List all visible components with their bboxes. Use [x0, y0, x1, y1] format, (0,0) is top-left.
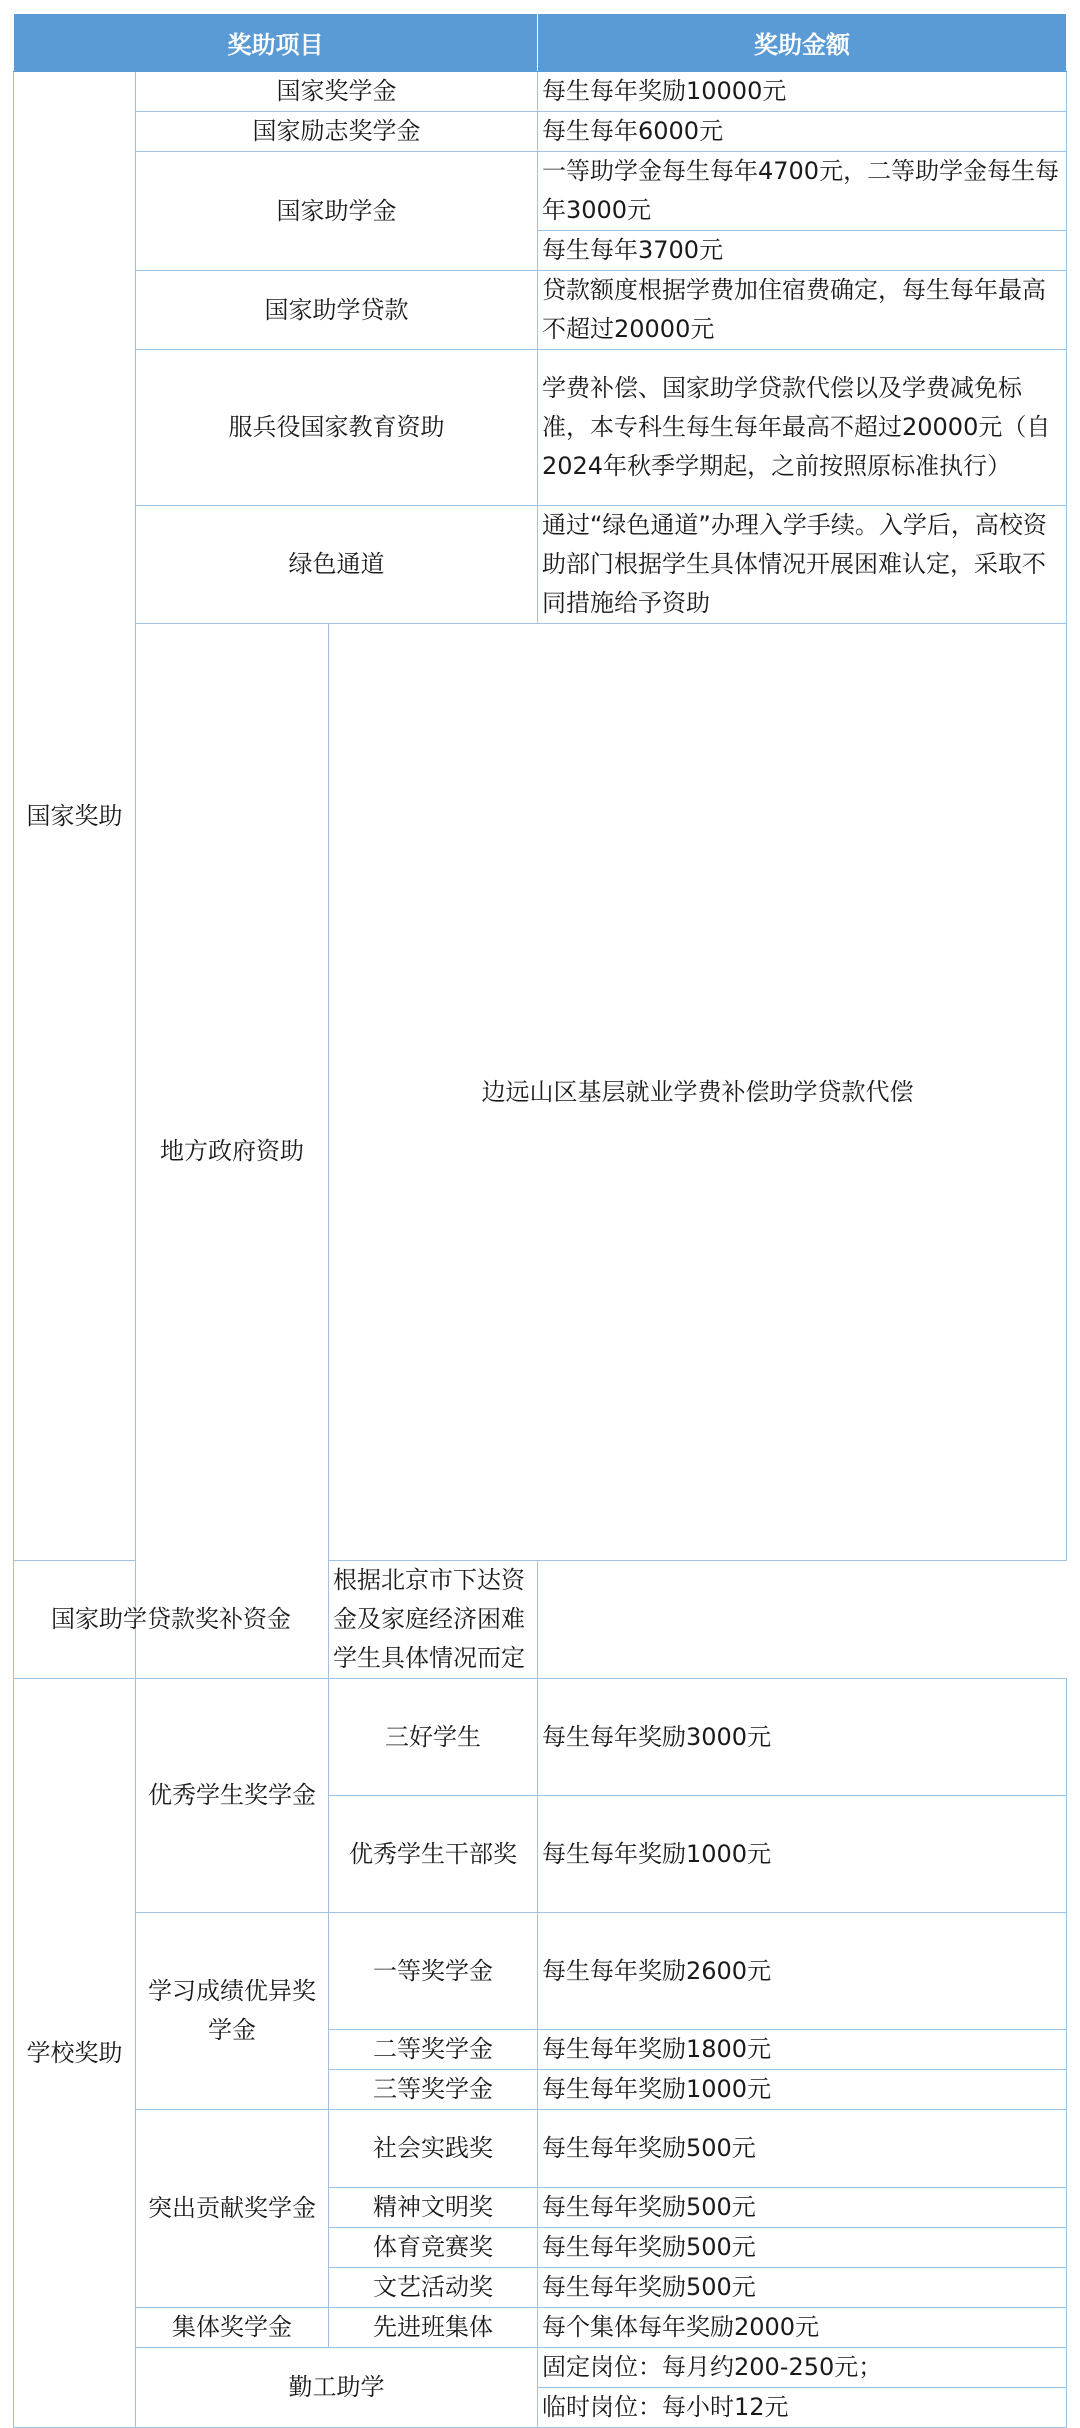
group-cell: 突出贡献奖学金: [136, 2110, 329, 2308]
table-row: [14, 350, 1067, 506]
table-row: [14, 2308, 1067, 2348]
table-row: [14, 624, 1067, 1561]
amount-cell: 每生每年奖励1000元: [538, 2070, 1067, 2110]
aid-table-container: [13, 13, 1066, 2428]
amount-cell: 固定岗位：每月约200-250元；: [538, 2348, 1067, 2388]
table-row: [14, 112, 1067, 152]
sub-item-cell: 文艺活动奖: [329, 2268, 538, 2308]
sub-item-cell: 社会实践奖: [329, 2110, 538, 2188]
sub-item-cell: 先进班集体: [329, 2308, 538, 2348]
header-item: 奖助项目: [14, 14, 538, 72]
category-school: 学校奖助: [14, 1679, 136, 2428]
amount-cell: 每生每年奖励10000元: [538, 72, 1067, 112]
item-cell: 服兵役国家教育资助: [136, 350, 538, 506]
table-row: [14, 1679, 1067, 1796]
amount-cell: 每生每年3700元: [538, 231, 1067, 271]
sub-item-cell: 优秀学生干部奖: [329, 1796, 538, 1913]
item-cell: 国家助学贷款: [136, 271, 538, 350]
amount-cell: 每生每年奖励500元: [538, 2228, 1067, 2268]
table-row: [14, 506, 1067, 624]
category-local: 地方政府资助: [136, 624, 329, 1679]
amount-cell: 临时岗位：每小时12元: [538, 2388, 1067, 2428]
header-row: [14, 14, 1067, 72]
item-cell: 绿色通道: [136, 506, 538, 624]
sub-item-cell: 一等奖学金: [329, 1913, 538, 2030]
sub-item-cell: 三好学生: [329, 1679, 538, 1796]
amount-cell: 每生每年奖励1000元: [538, 1796, 1067, 1913]
amount-cell: 每生每年奖励500元: [538, 2110, 1067, 2188]
item-cell: 勤工助学: [136, 2348, 538, 2428]
sub-item-cell: 精神文明奖: [329, 2188, 538, 2228]
amount-cell: 根据北京市下达资金及家庭经济困难学生具体情况而定: [329, 1561, 538, 1679]
item-cell: 国家励志奖学金: [136, 112, 538, 152]
table-row: [14, 1913, 1067, 2030]
group-cell: 优秀学生奖学金: [136, 1679, 329, 1913]
header-amount: 奖助金额: [538, 14, 1067, 72]
amount-cell: 学费补偿、国家助学贷款代偿以及学费减免标准，本专科生每生每年最高不超过20000元（自2024年秋季学期起，之前按照原标准执行）: [538, 350, 1067, 506]
table-row: [14, 2348, 1067, 2388]
sub-item-cell: 体育竞赛奖: [329, 2228, 538, 2268]
item-cell: 国家助学金: [136, 152, 538, 271]
table-row: [14, 152, 1067, 231]
amount-cell: 每生每年奖励500元: [538, 2268, 1067, 2308]
amount-cell: 每生每年奖励500元: [538, 2188, 1067, 2228]
amount-cell: 一等助学金每生每年4700元，二等助学金每生每年3000元: [538, 152, 1067, 231]
table-row: [14, 1561, 1067, 1679]
amount-cell: 每生每年奖励2600元: [538, 1913, 1067, 2030]
table-row: [14, 271, 1067, 350]
table-row: [14, 2110, 1067, 2188]
amount-cell: 每个集体每年奖励2000元: [538, 2308, 1067, 2348]
group-cell: 学习成绩优异奖学金: [136, 1913, 329, 2110]
group-cell: 集体奖学金: [136, 2308, 329, 2348]
table-row: [14, 72, 1067, 112]
amount-cell: 每生每年奖励1800元: [538, 2030, 1067, 2070]
sub-item-cell: 二等奖学金: [329, 2030, 538, 2070]
item-cell: 边远山区基层就业学费补偿助学贷款代偿: [329, 624, 1067, 1561]
aid-table: [13, 13, 1067, 2428]
amount-cell: 每生每年奖励3000元: [538, 1679, 1067, 1796]
amount-cell: 通过“绿色通道”办理入学手续。入学后，高校资助部门根据学生具体情况开展困难认定，采取不同措施给予资助: [538, 506, 1067, 624]
category-national: 国家奖助: [14, 72, 136, 1561]
amount-cell: 每生每年6000元: [538, 112, 1067, 152]
amount-cell: 贷款额度根据学费加住宿费确定，每生每年最高不超过20000元: [538, 271, 1067, 350]
sub-item-cell: 三等奖学金: [329, 2070, 538, 2110]
item-cell: 国家奖学金: [136, 72, 538, 112]
item-cell: 国家助学贷款奖补资金: [14, 1561, 329, 1679]
